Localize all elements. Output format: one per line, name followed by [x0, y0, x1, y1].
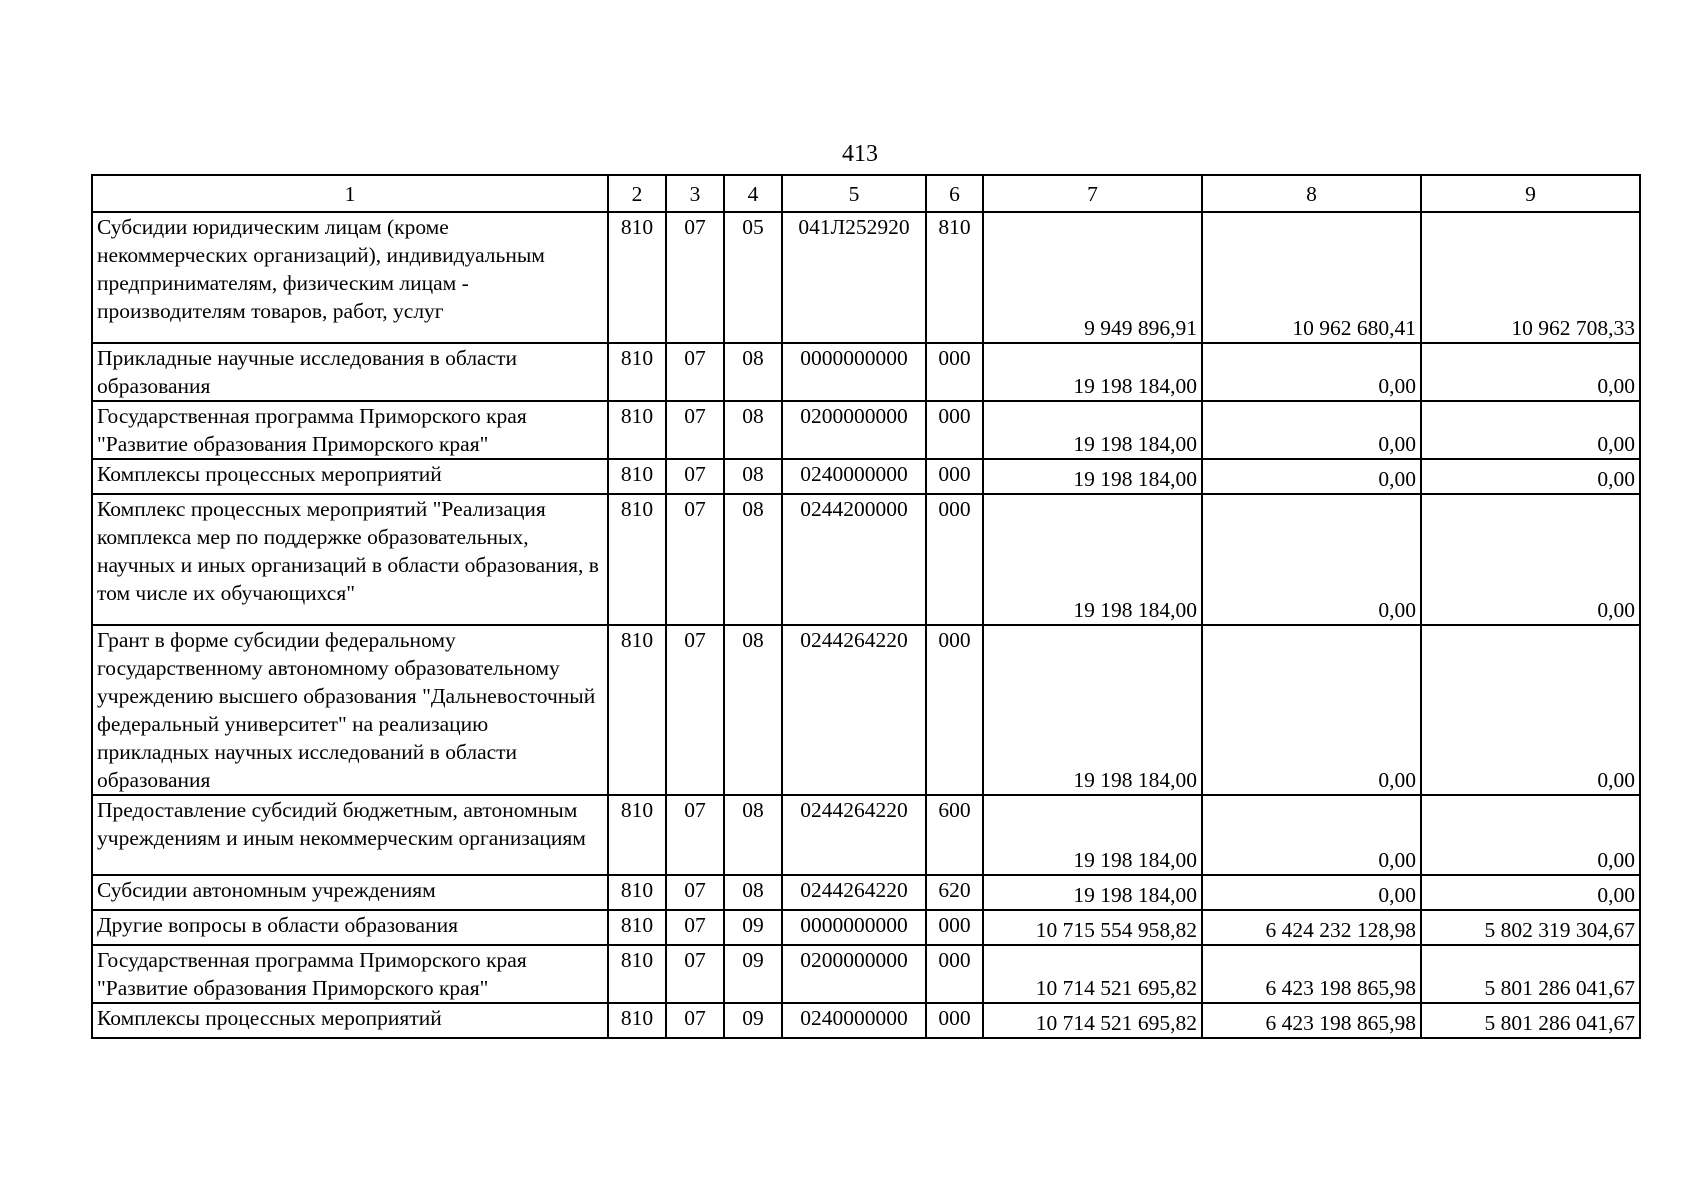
row-description: Комплекс процессных мероприятий "Реализация комплекса мер по поддержке образовательных, научных и иных организаций в области образования, в том числе их обучающихся": [92, 494, 608, 625]
amount-col-7: 10 714 521 695,82: [983, 1003, 1202, 1038]
amount-col-7: 19 198 184,00: [983, 875, 1202, 910]
amount-col-7: 19 198 184,00: [983, 343, 1202, 401]
budget-code: 810: [608, 459, 666, 494]
amount-col-9: 0,00: [1421, 401, 1640, 459]
budget-code: 810: [608, 875, 666, 910]
subsection-code: 08: [724, 494, 782, 625]
amount-col-9: 5 801 286 041,67: [1421, 945, 1640, 1003]
column-header: 7: [983, 175, 1202, 212]
table-row: [92, 343, 1640, 401]
expense-type-code: 000: [926, 459, 983, 494]
budget-code: 810: [608, 401, 666, 459]
target-article-code: 0244200000: [782, 494, 926, 625]
expense-type-code: 000: [926, 343, 983, 401]
section-code: 07: [666, 875, 724, 910]
section-code: 07: [666, 459, 724, 494]
subsection-code: 08: [724, 343, 782, 401]
amount-col-8: 0,00: [1202, 494, 1421, 625]
table-row: [92, 459, 1640, 494]
amount-col-9: 5 802 319 304,67: [1421, 910, 1640, 945]
amount-col-8: 6 423 198 865,98: [1202, 945, 1421, 1003]
section-code: 07: [666, 1003, 724, 1038]
budget-code: 810: [608, 1003, 666, 1038]
subsection-code: 08: [724, 795, 782, 875]
table-row: [92, 401, 1640, 459]
expense-type-code: 000: [926, 401, 983, 459]
amount-col-7: 19 198 184,00: [983, 401, 1202, 459]
expense-type-code: 600: [926, 795, 983, 875]
budget-code: 810: [608, 343, 666, 401]
subsection-code: 05: [724, 212, 782, 343]
page-number: 413: [842, 141, 878, 167]
row-description: Комплексы процессных мероприятий: [92, 1003, 608, 1038]
amount-col-7: 19 198 184,00: [983, 494, 1202, 625]
expense-type-code: 810: [926, 212, 983, 343]
column-header: 1: [92, 175, 608, 212]
column-header: 2: [608, 175, 666, 212]
subsection-code: 09: [724, 1003, 782, 1038]
target-article-code: 0244264220: [782, 875, 926, 910]
section-code: 07: [666, 795, 724, 875]
table-row: [92, 625, 1640, 795]
expense-type-code: 000: [926, 625, 983, 795]
amount-col-9: 0,00: [1421, 625, 1640, 795]
amount-col-9: 0,00: [1421, 875, 1640, 910]
budget-code: 810: [608, 795, 666, 875]
expense-type-code: 620: [926, 875, 983, 910]
target-article-code: 0000000000: [782, 343, 926, 401]
amount-col-8: 6 423 198 865,98: [1202, 1003, 1421, 1038]
target-article-code: 0244264220: [782, 625, 926, 795]
header-row: [92, 175, 1640, 212]
amount-col-7: 19 198 184,00: [983, 795, 1202, 875]
target-article-code: 0240000000: [782, 459, 926, 494]
budget-code: 810: [608, 494, 666, 625]
row-description: Субсидии юридическим лицам (кроме некоммерческих организаций), индивидуальным предпринимателям, физическим лицам - производителям товаров, работ, услуг: [92, 212, 608, 343]
subsection-code: 08: [724, 625, 782, 795]
budget-code: 810: [608, 625, 666, 795]
table-row: [92, 494, 1640, 625]
target-article-code: 0000000000: [782, 910, 926, 945]
section-code: 07: [666, 212, 724, 343]
budget-code: 810: [608, 910, 666, 945]
amount-col-7: 10 715 554 958,82: [983, 910, 1202, 945]
table-row: [92, 910, 1640, 945]
section-code: 07: [666, 343, 724, 401]
section-code: 07: [666, 945, 724, 1003]
budget-code: 810: [608, 212, 666, 343]
column-header: 4: [724, 175, 782, 212]
row-description: Предоставление субсидий бюджетным, автономным учреждениям и иным некоммерческим организациям: [92, 795, 608, 875]
section-code: 07: [666, 494, 724, 625]
amount-col-8: 0,00: [1202, 795, 1421, 875]
amount-col-8: 0,00: [1202, 459, 1421, 494]
target-article-code: 0244264220: [782, 795, 926, 875]
table-row: [92, 1003, 1640, 1038]
amount-col-9: 10 962 708,33: [1421, 212, 1640, 343]
budget-table: [91, 174, 1641, 1039]
amount-col-8: 10 962 680,41: [1202, 212, 1421, 343]
amount-col-9: 5 801 286 041,67: [1421, 1003, 1640, 1038]
budget-code: 810: [608, 945, 666, 1003]
row-description: Субсидии автономным учреждениям: [92, 875, 608, 910]
amount-col-8: 0,00: [1202, 625, 1421, 795]
expense-type-code: 000: [926, 910, 983, 945]
section-code: 07: [666, 401, 724, 459]
subsection-code: 08: [724, 459, 782, 494]
amount-col-8: 0,00: [1202, 401, 1421, 459]
column-header: 8: [1202, 175, 1421, 212]
amount-col-9: 0,00: [1421, 343, 1640, 401]
row-description: Государственная программа Приморского края "Развитие образования Приморского края": [92, 945, 608, 1003]
amount-col-8: 0,00: [1202, 875, 1421, 910]
target-article-code: 0240000000: [782, 1003, 926, 1038]
section-code: 07: [666, 910, 724, 945]
row-description: Комплексы процессных мероприятий: [92, 459, 608, 494]
amount-col-8: 6 424 232 128,98: [1202, 910, 1421, 945]
amount-col-9: 0,00: [1421, 795, 1640, 875]
table-row: [92, 945, 1640, 1003]
row-description: Грант в форме субсидии федеральному государственному автономному образовательному учреждению высшего образования "Дальневосточный федеральный университет" на реализацию прикладных научных исследований в области образования: [92, 625, 608, 795]
row-description: Другие вопросы в области образования: [92, 910, 608, 945]
amount-col-7: 10 714 521 695,82: [983, 945, 1202, 1003]
amount-col-7: 9 949 896,91: [983, 212, 1202, 343]
amount-col-9: 0,00: [1421, 459, 1640, 494]
amount-col-7: 19 198 184,00: [983, 459, 1202, 494]
amount-col-7: 19 198 184,00: [983, 625, 1202, 795]
column-header: 6: [926, 175, 983, 212]
expense-type-code: 000: [926, 1003, 983, 1038]
target-article-code: 041Л252920: [782, 212, 926, 343]
subsection-code: 08: [724, 875, 782, 910]
amount-col-8: 0,00: [1202, 343, 1421, 401]
row-description: Прикладные научные исследования в области образования: [92, 343, 608, 401]
section-code: 07: [666, 625, 724, 795]
row-description: Государственная программа Приморского края "Развитие образования Приморского края": [92, 401, 608, 459]
target-article-code: 0200000000: [782, 401, 926, 459]
column-header: 3: [666, 175, 724, 212]
subsection-code: 09: [724, 945, 782, 1003]
expense-type-code: 000: [926, 494, 983, 625]
column-header: 9: [1421, 175, 1640, 212]
column-header: 5: [782, 175, 926, 212]
target-article-code: 0200000000: [782, 945, 926, 1003]
subsection-code: 09: [724, 910, 782, 945]
table-row: [92, 212, 1640, 343]
subsection-code: 08: [724, 401, 782, 459]
table-row: [92, 875, 1640, 910]
table-row: [92, 795, 1640, 875]
amount-col-9: 0,00: [1421, 494, 1640, 625]
expense-type-code: 000: [926, 945, 983, 1003]
